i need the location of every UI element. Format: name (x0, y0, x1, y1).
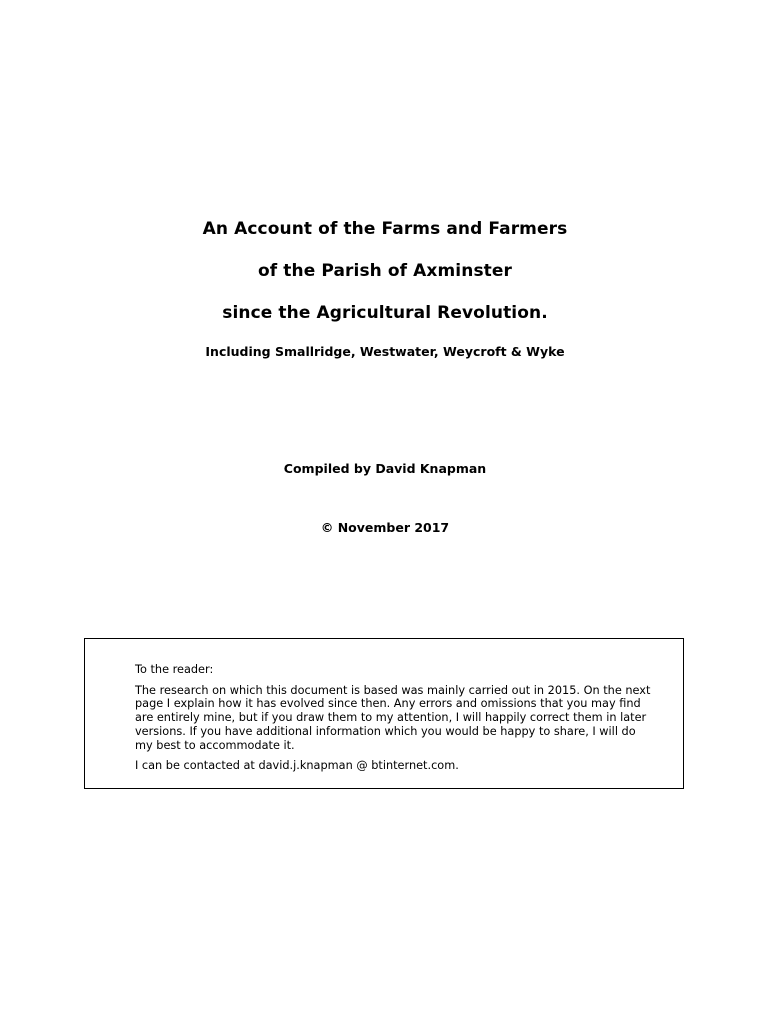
title-line-2: of the Parish of Axminster (257, 261, 512, 281)
reader-note-contact: I can be contacted at david.j.knapman @ btinternet.com. (135, 759, 459, 773)
subtitle: Including Smallridge, Westwater, Weycroft & Wyke (205, 344, 565, 359)
reader-note-heading: To the reader: (135, 663, 214, 676)
title-line-3: since the Agricultural Revolution. (222, 303, 548, 323)
compiled-by: Compiled by David Knapman (283, 461, 487, 476)
title-line-1: An Account of the Farms and Farmers (202, 219, 568, 239)
reader-note-box (84, 638, 684, 789)
reader-note-content (135, 663, 655, 780)
copyright-date: © November 2017 (320, 520, 450, 535)
reader-note-paragraph: The research on which this document is based was mainly carried out in 2015. On the next page I explain how it has evolved since then. Any errors and omissions that you may find are entirely mine, but if you draw them to my attention, I will happily correct them in later versions. If you have additional information which you would be happy to share, I will do my best to accommodate it. (135, 683, 651, 752)
